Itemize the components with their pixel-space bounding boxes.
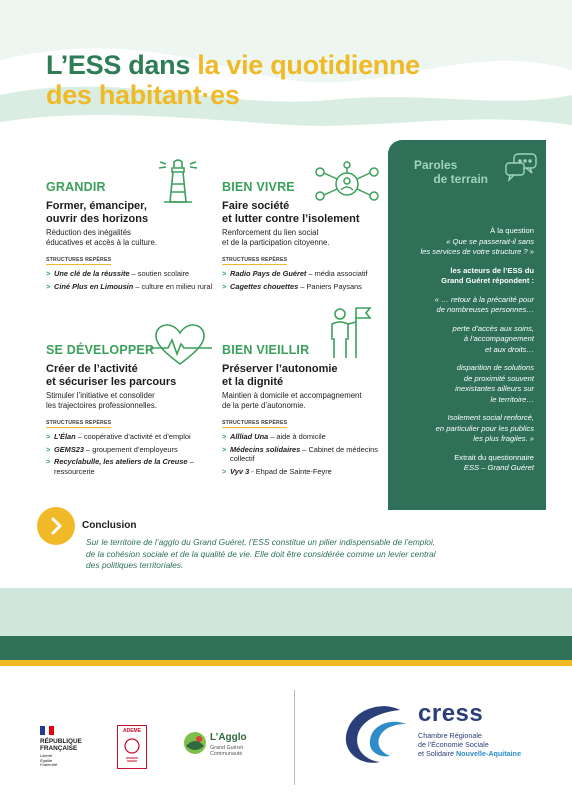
panel-respondents [398, 266, 534, 287]
quote-line: « … retour à la précarité pour [434, 294, 534, 304]
panel-title-line: de terrain [433, 172, 488, 186]
cress-line: Chambre Régionale [418, 731, 482, 740]
quote-line: le territoire… [490, 394, 534, 404]
panel-quote [398, 363, 534, 405]
conclusion-text [86, 537, 526, 572]
structure-desc: – groupement d’employeurs [84, 444, 178, 454]
section-se-developper [46, 343, 216, 476]
title-part-green: L’ESS dans [46, 50, 198, 80]
source-line: Extrait du questionnaire [454, 452, 534, 462]
structure-name: Cagettes chouettes [230, 281, 299, 291]
desc-line: les trajectoires professionnelles. [46, 401, 157, 410]
subtitle-line: Faire société [222, 200, 290, 212]
section-subtitle [46, 200, 216, 226]
cress-line: de l’Économie Sociale [418, 740, 489, 749]
structure-item [222, 445, 387, 464]
cress-name: cress [418, 700, 484, 727]
panel-title [412, 158, 488, 186]
question-line: les services de votre structure ? » [420, 247, 534, 256]
structure-name: Recyclabulle, les ateliers de la Creuse [54, 457, 188, 466]
quote-line: inexistantes ailleurs sur [455, 384, 534, 393]
cress-subtitle [418, 731, 521, 758]
panel-title-line: Paroles [414, 158, 458, 172]
subtitle-line: et lutter contre l’isolement [222, 213, 360, 225]
cress-region: Nouvelle-Aquitaine [455, 749, 522, 758]
agglo-sub-line: Communauté [210, 751, 243, 757]
section-bien-vieillir [222, 343, 387, 476]
quote-line: Isolement social renforcé, [447, 413, 534, 422]
section-description [222, 391, 387, 411]
ademe-text: ADEME [122, 728, 142, 734]
quote-line: à l’accompagnement [463, 334, 534, 343]
conclusion-line: des politiques territoriales. [86, 560, 184, 570]
structure-desc: – soutien scolaire [129, 269, 190, 278]
republique-francaise-logo [40, 726, 82, 768]
conclusion-title: Conclusion [82, 520, 137, 531]
respondents-line: Grand Guéret répondent : [441, 276, 534, 285]
structure-desc: – culture en milieu rural [133, 281, 213, 291]
panel-quote [398, 413, 534, 445]
structure-item [46, 445, 216, 455]
quote-line: les plus fragiles. » [473, 434, 534, 443]
subtitle-line: et sécuriser les parcours [46, 376, 177, 388]
section-heading: GRANDIR [46, 180, 106, 194]
section-subtitle [222, 200, 387, 226]
section-heading: SE DÉVELOPPER [46, 343, 155, 357]
structures-label: STRUCTURES REPÈRES [46, 420, 112, 426]
desc-line: éducatives et accès à la culture. [46, 238, 157, 247]
speech-bubbles-icon [504, 152, 538, 182]
structure-item [222, 432, 387, 442]
cress-line [418, 749, 521, 758]
ademe-emblem-icon [118, 734, 146, 764]
panel-text [398, 226, 534, 482]
structure-item [222, 467, 387, 477]
structure-desc: – Paniers Paysans [298, 281, 362, 291]
motto-line: Fraternité [40, 762, 58, 767]
structure-desc: – aide à domicile [268, 432, 326, 441]
structure-desc: – Cabinet de médecins collectif [230, 444, 378, 463]
structures-label: STRUCTURES REPÈRES [46, 257, 112, 263]
section-subtitle [46, 363, 216, 389]
subtitle-line: Créer de l’activité [46, 363, 138, 375]
footer-band-green [0, 636, 572, 660]
structure-name: Allliad Una [230, 432, 269, 441]
structure-item [46, 282, 216, 292]
agglo-subtitle [210, 745, 260, 757]
quote-line: de proximité souvent [463, 373, 534, 383]
panel-source [398, 453, 534, 474]
footer-band-light [0, 588, 572, 636]
conclusion-badge [37, 507, 75, 545]
agglo-name: L’Agglo [210, 732, 247, 743]
logo-divider [294, 690, 295, 785]
logo-text: FRANÇAISE [40, 745, 78, 752]
structure-desc: – média associatif [306, 269, 368, 278]
page-title [46, 50, 420, 110]
quote-line: perte d’accès aux soins, [452, 323, 534, 333]
testimonials-panel [388, 140, 546, 510]
agglo-grand-gueret-logo [182, 730, 247, 761]
structure-item [46, 269, 216, 279]
structure-item [222, 269, 387, 279]
structure-name: Médecins solidaires [230, 444, 301, 454]
structure-name: Ciné Plus en Limousin [54, 281, 134, 291]
quote-line: de nombreuses personnes… [436, 305, 534, 314]
section-heading: BIEN VIVRE [222, 180, 295, 194]
section-description [222, 228, 387, 248]
subtitle-line: Former, émanciper, [46, 200, 147, 212]
title-line-2: des habitant·es [46, 80, 240, 110]
cress-swirl-icon [340, 700, 414, 770]
structure-name: GEMS23 [54, 444, 84, 454]
chevron-right-icon [37, 507, 75, 545]
desc-line: Stimuler l’initiative et consolider [46, 391, 155, 400]
structure-name: Radio Pays de Guéret [230, 269, 307, 278]
section-description [46, 391, 216, 411]
logo-motto [40, 754, 82, 768]
agglo-emblem-icon [182, 730, 208, 756]
desc-line: Réduction des inégalités [46, 228, 131, 237]
title-part-yellow: la vie quotidienne [197, 50, 420, 80]
desc-line: de la perte d’autonomie. [222, 401, 306, 410]
respondents-line: les acteurs de l’ESS du [450, 265, 534, 275]
panel-question [398, 226, 534, 258]
subtitle-line: et la dignité [222, 376, 284, 388]
panel-quote [398, 295, 534, 316]
footer-band-yellow [0, 660, 572, 666]
ademe-logo [117, 725, 147, 769]
structure-item [46, 432, 216, 442]
french-flag-icon [40, 726, 54, 735]
structures-label: STRUCTURES REPÈRES [222, 257, 288, 263]
structure-item [222, 282, 387, 292]
structures-label: STRUCTURES REPÈRES [222, 420, 288, 426]
desc-line: Renforcement du lien social [222, 228, 319, 237]
structure-name: L’Élan [54, 432, 76, 441]
section-grandir [46, 180, 216, 291]
section-heading: BIEN VIEILLIR [222, 343, 310, 357]
section-bien-vivre [222, 180, 387, 291]
quote-line: et aux droits… [485, 344, 534, 354]
desc-line: Maintien à domicile et accompagnement [222, 391, 362, 400]
section-subtitle [222, 363, 387, 389]
question-line: « Que se passerait-il sans [446, 236, 534, 246]
quote-line: disparition de solutions [456, 363, 534, 372]
source-line: ESS – Grand Guéret [463, 463, 534, 472]
cress-line-part: et Solidaire [418, 749, 456, 758]
agglo-sub-line: Grand Guéret [210, 745, 243, 751]
structure-name: Vyv 3 [230, 466, 250, 476]
conclusion-line: de la cohésion sociale et de la qualité de vie. Elle doit être considérée comme un levier central [86, 548, 436, 559]
desc-line: et de la participation citoyenne. [222, 238, 330, 247]
structure-item [46, 457, 216, 476]
subtitle-line: Préserver l’autonomie [222, 363, 338, 375]
motto-line: Égalité [40, 757, 53, 763]
motto-line: Liberté [40, 753, 53, 758]
structure-desc: – ressourcerie [54, 457, 194, 476]
question-intro: À la question [490, 226, 534, 235]
structure-name: Une clé de la réussite [54, 269, 130, 278]
conclusion-line: Sur le territoire de l’agglo du Grand Guéret, l’ESS constitue un pilier indispensable de l’emploi, [86, 537, 436, 547]
subtitle-line: ouvrir des horizons [46, 213, 149, 225]
structure-desc: - Ehpad de Sainte-Feyre [249, 466, 332, 476]
logo-text: RÉPUBLIQUE [40, 738, 82, 745]
structure-desc: – coopérative d’activité et d’emploi [75, 432, 191, 441]
quote-line: en particulier pour les publics [435, 423, 534, 433]
section-description [46, 228, 216, 248]
panel-quote [398, 324, 534, 356]
